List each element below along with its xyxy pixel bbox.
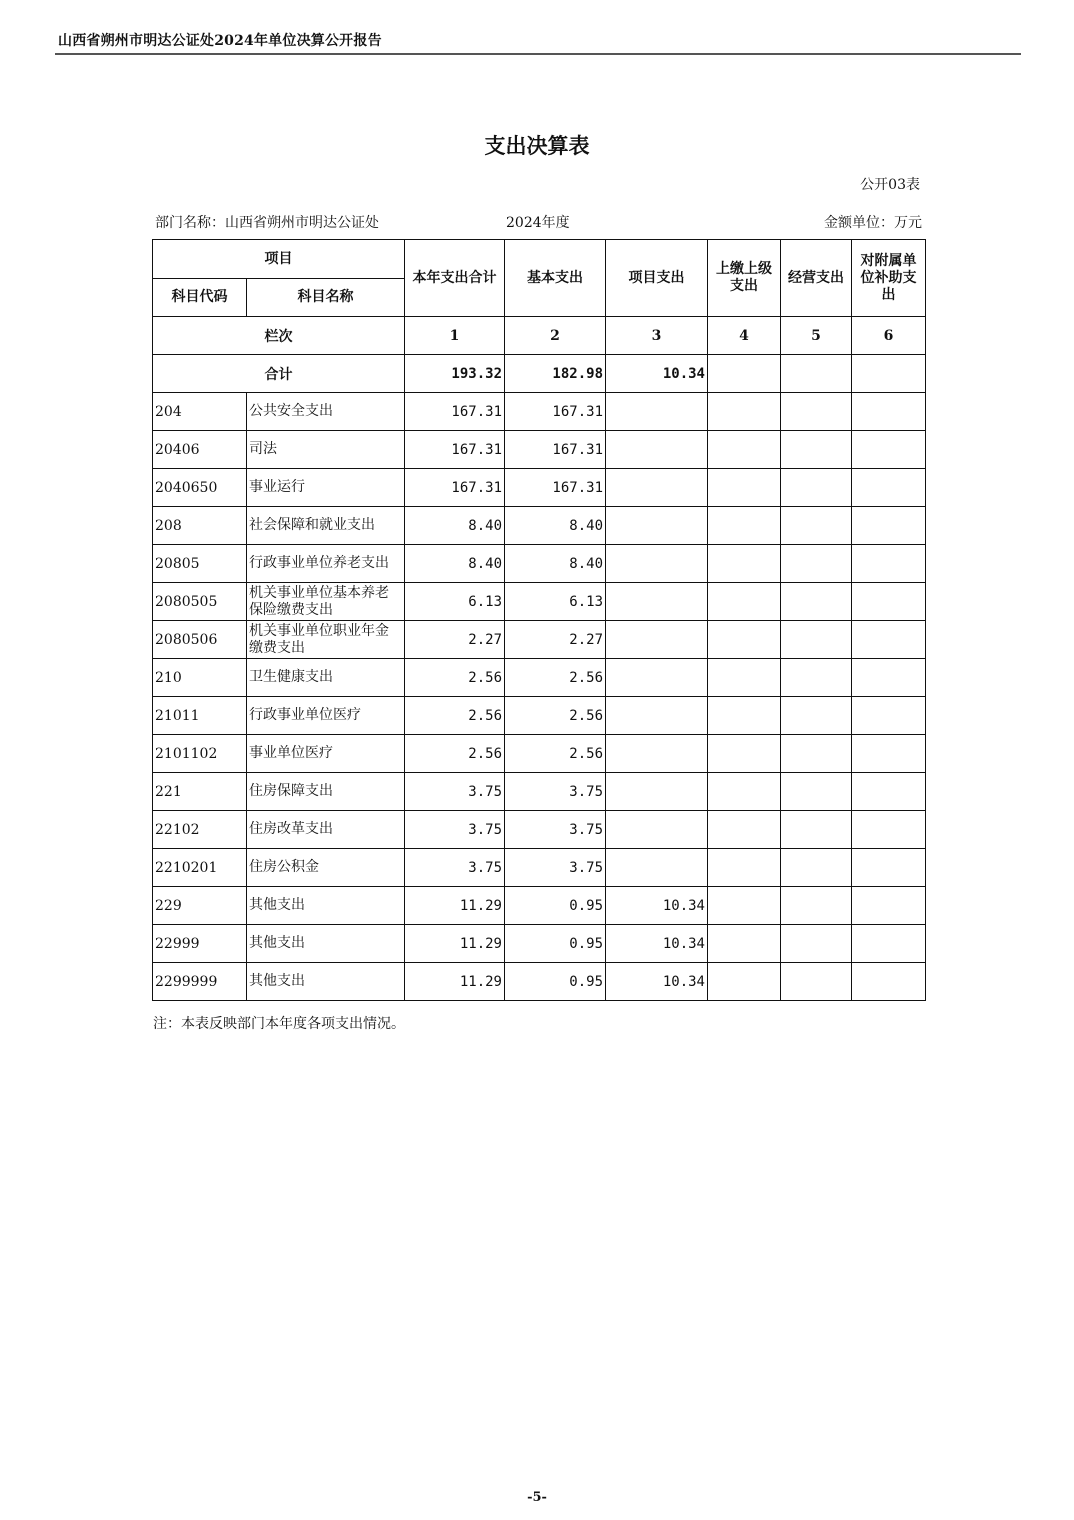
subject-name-cell: 司法 [247, 431, 405, 469]
business-cell [781, 773, 852, 811]
subsidy-cell [852, 431, 926, 469]
sequence-label: 栏次 [153, 317, 405, 355]
sequence-col: 2 [505, 317, 606, 355]
basic-cell: 3.75 [505, 773, 606, 811]
subsidy-cell [852, 507, 926, 545]
total-cell: 8.40 [405, 507, 505, 545]
header-total: 本年支出合计 [405, 240, 505, 317]
upper-cell [708, 621, 781, 659]
total-cell: 8.40 [405, 545, 505, 583]
subject-code-cell: 2080505 [153, 583, 247, 621]
subsidy-cell [852, 963, 926, 1001]
header-basic: 基本支出 [505, 240, 606, 317]
table-row [153, 925, 926, 963]
subject-code-cell: 22999 [153, 925, 247, 963]
header-row-1 [153, 240, 926, 279]
header-subject-code: 科目代码 [153, 279, 247, 317]
business-cell [781, 925, 852, 963]
report-header: 山西省朔州市明达公证处2024年单位决算公开报告 [58, 33, 382, 49]
project-cell [606, 583, 708, 621]
total-cell: 6.13 [405, 583, 505, 621]
data-rows [153, 393, 926, 1001]
table-meta [155, 212, 922, 232]
table-row [153, 583, 926, 621]
total-business [781, 355, 852, 393]
business-cell [781, 697, 852, 735]
table-row [153, 773, 926, 811]
department-name: 部门名称：山西省朔州市明达公证处 [155, 215, 379, 231]
subject-name-cell: 住房保障支出 [247, 773, 405, 811]
business-cell [781, 507, 852, 545]
total-project: 10.34 [606, 355, 708, 393]
basic-cell: 2.56 [505, 697, 606, 735]
sequence-col: 3 [606, 317, 708, 355]
subsidy-cell [852, 393, 926, 431]
business-cell [781, 735, 852, 773]
upper-cell [708, 925, 781, 963]
subject-code-cell: 204 [153, 393, 247, 431]
project-cell [606, 469, 708, 507]
header-project-expense: 项目支出 [606, 240, 708, 317]
subject-name-cell: 公共安全支出 [247, 393, 405, 431]
project-cell [606, 431, 708, 469]
business-cell [781, 621, 852, 659]
table-row [153, 431, 926, 469]
subject-code-cell: 210 [153, 659, 247, 697]
upper-cell [708, 393, 781, 431]
total-upper [708, 355, 781, 393]
subsidy-cell [852, 583, 926, 621]
basic-cell: 3.75 [505, 811, 606, 849]
subject-code-cell: 2101102 [153, 735, 247, 773]
total-cell: 2.56 [405, 735, 505, 773]
business-cell [781, 811, 852, 849]
basic-cell: 2.56 [505, 659, 606, 697]
table-note: 注：本表反映部门本年度各项支出情况。 [153, 1016, 405, 1032]
total-cell: 2.56 [405, 659, 505, 697]
header-project: 项目 [153, 240, 405, 279]
project-cell: 10.34 [606, 963, 708, 1001]
subsidy-cell [852, 545, 926, 583]
table-row [153, 507, 926, 545]
basic-cell: 3.75 [505, 849, 606, 887]
table-row [153, 659, 926, 697]
sequence-col: 6 [852, 317, 926, 355]
sequence-col: 5 [781, 317, 852, 355]
subject-code-cell: 21011 [153, 697, 247, 735]
upper-cell [708, 431, 781, 469]
subsidy-cell [852, 621, 926, 659]
total-cell: 167.31 [405, 393, 505, 431]
subject-name-cell: 行政事业单位医疗 [247, 697, 405, 735]
project-cell [606, 849, 708, 887]
project-cell [606, 773, 708, 811]
page-number: -5- [527, 1490, 547, 1505]
upper-cell [708, 887, 781, 925]
total-basic: 182.98 [505, 355, 606, 393]
table-row [153, 963, 926, 1001]
project-cell [606, 659, 708, 697]
upper-cell [708, 507, 781, 545]
subject-name-cell: 住房公积金 [247, 849, 405, 887]
basic-cell: 2.27 [505, 621, 606, 659]
business-cell [781, 659, 852, 697]
subject-code-cell: 221 [153, 773, 247, 811]
project-cell [606, 811, 708, 849]
basic-cell: 6.13 [505, 583, 606, 621]
total-cell: 167.31 [405, 469, 505, 507]
table-code: 公开03表 [860, 177, 920, 193]
project-cell [606, 735, 708, 773]
total-row [153, 355, 926, 393]
subject-name-cell: 行政事业单位养老支出 [247, 545, 405, 583]
total-cell: 3.75 [405, 773, 505, 811]
subsidy-cell [852, 925, 926, 963]
business-cell [781, 469, 852, 507]
total-label: 合计 [153, 355, 405, 393]
subject-code-cell: 20406 [153, 431, 247, 469]
upper-cell [708, 773, 781, 811]
upper-cell [708, 469, 781, 507]
table-title: 支出决算表 [484, 133, 590, 158]
subject-name-cell: 其他支出 [247, 887, 405, 925]
business-cell [781, 431, 852, 469]
project-cell [606, 621, 708, 659]
subject-name-cell: 事业单位医疗 [247, 735, 405, 773]
subject-name-cell: 其他支出 [247, 963, 405, 1001]
subject-name-cell: 机关事业单位职业年金缴费支出 [247, 621, 405, 659]
upper-cell [708, 811, 781, 849]
subsidy-cell [852, 773, 926, 811]
total-subsidy [852, 355, 926, 393]
subject-name-cell: 事业运行 [247, 469, 405, 507]
total-cell: 2.56 [405, 697, 505, 735]
business-cell [781, 583, 852, 621]
business-cell [781, 887, 852, 925]
upper-cell [708, 659, 781, 697]
total-cell: 3.75 [405, 849, 505, 887]
table-row [153, 697, 926, 735]
subject-code-cell: 20805 [153, 545, 247, 583]
business-cell [781, 393, 852, 431]
amount-unit: 金额单位：万元 [824, 215, 922, 231]
subsidy-cell [852, 735, 926, 773]
subject-code-cell: 2080506 [153, 621, 247, 659]
upper-cell [708, 545, 781, 583]
table-row [153, 469, 926, 507]
project-cell [606, 697, 708, 735]
subsidy-cell [852, 887, 926, 925]
basic-cell: 8.40 [505, 545, 606, 583]
expenditure-table [152, 239, 926, 1001]
basic-cell: 167.31 [505, 469, 606, 507]
total-amount: 193.32 [405, 355, 505, 393]
basic-cell: 167.31 [505, 393, 606, 431]
subject-name-cell: 其他支出 [247, 925, 405, 963]
subject-name-cell: 社会保障和就业支出 [247, 507, 405, 545]
subsidy-cell [852, 849, 926, 887]
basic-cell: 0.95 [505, 925, 606, 963]
header-upper-payment: 上缴上级支出 [708, 240, 781, 317]
total-cell: 11.29 [405, 887, 505, 925]
subject-code-cell: 2299999 [153, 963, 247, 1001]
project-cell [606, 393, 708, 431]
subject-code-cell: 208 [153, 507, 247, 545]
table-row [153, 393, 926, 431]
subject-name-cell: 住房改革支出 [247, 811, 405, 849]
upper-cell [708, 849, 781, 887]
table-row [153, 545, 926, 583]
subject-code-cell: 2040650 [153, 469, 247, 507]
header-subject-name: 科目名称 [247, 279, 405, 317]
table-row [153, 887, 926, 925]
subsidy-cell [852, 469, 926, 507]
upper-cell [708, 697, 781, 735]
subsidy-cell [852, 697, 926, 735]
subject-code-cell: 22102 [153, 811, 247, 849]
sequence-col: 4 [708, 317, 781, 355]
subject-code-cell: 229 [153, 887, 247, 925]
project-cell: 10.34 [606, 887, 708, 925]
total-cell: 2.27 [405, 621, 505, 659]
total-cell: 167.31 [405, 431, 505, 469]
project-cell [606, 507, 708, 545]
total-cell: 3.75 [405, 811, 505, 849]
basic-cell: 0.95 [505, 963, 606, 1001]
table-row [153, 811, 926, 849]
table-row [153, 849, 926, 887]
basic-cell: 2.56 [505, 735, 606, 773]
basic-cell: 167.31 [505, 431, 606, 469]
total-cell: 11.29 [405, 963, 505, 1001]
subject-code-cell: 2210201 [153, 849, 247, 887]
sequence-col: 1 [405, 317, 505, 355]
sequence-row [153, 317, 926, 355]
business-cell [781, 849, 852, 887]
table-row [153, 621, 926, 659]
subsidy-cell [852, 659, 926, 697]
basic-cell: 0.95 [505, 887, 606, 925]
fiscal-year: 2024年度 [506, 215, 570, 231]
upper-cell [708, 963, 781, 1001]
upper-cell [708, 735, 781, 773]
basic-cell: 8.40 [505, 507, 606, 545]
upper-cell [708, 583, 781, 621]
total-cell: 11.29 [405, 925, 505, 963]
project-cell: 10.34 [606, 925, 708, 963]
header-business: 经营支出 [781, 240, 852, 317]
table-row [153, 735, 926, 773]
subject-name-cell: 机关事业单位基本养老保险缴费支出 [247, 583, 405, 621]
subsidy-cell [852, 811, 926, 849]
subject-name-cell: 卫生健康支出 [247, 659, 405, 697]
header-subsidy: 对附属单位补助支出 [852, 240, 926, 317]
project-cell [606, 545, 708, 583]
header-divider [55, 53, 1021, 55]
business-cell [781, 963, 852, 1001]
business-cell [781, 545, 852, 583]
